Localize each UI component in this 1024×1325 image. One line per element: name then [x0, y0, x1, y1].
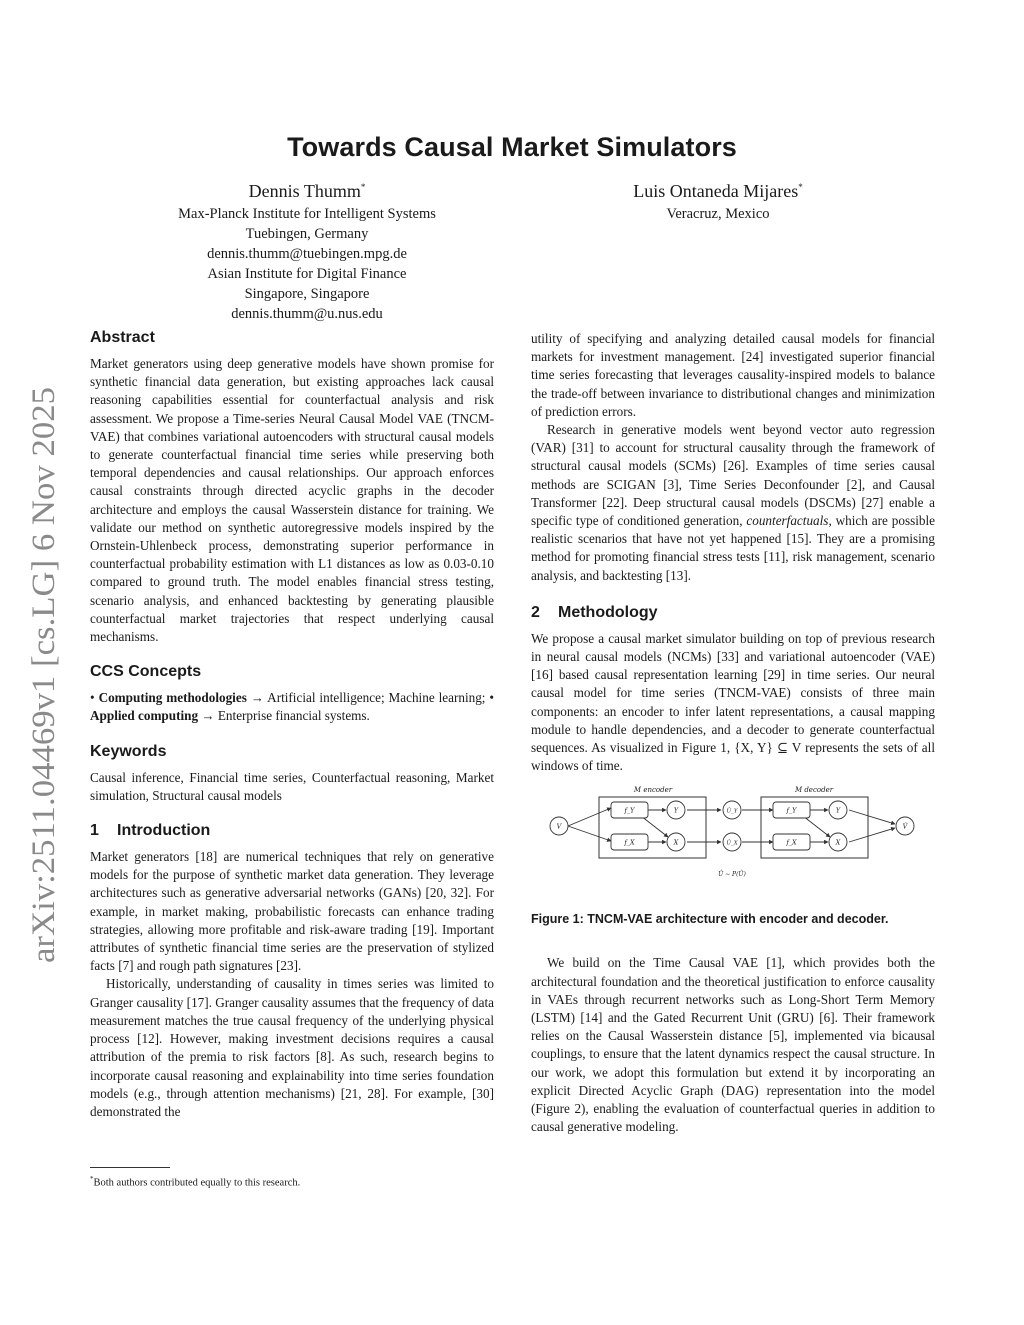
arxiv-stamp	[14, 385, 64, 965]
right-column	[531, 330, 935, 1137]
method-paragraph-1: We propose a causal market simulator building on top of previous research in neural causal models (NCMs) [33] and variational autoencoder (VAE) [16] based causal representation learning [29] in time series. Our neural causal model for time series (TNCM-VAE) consists of three main components: an encoder to infer latent representations, a causal mapping module to handle dependencies, and a decoder to generate counterfactual sequences. As visualized in Figure 1, {X, Y} ⊆ V represents the sets of all windows of time.	[531, 630, 935, 774]
arxiv-stamp-svg	[14, 385, 64, 965]
u-y-label: Û_Y	[726, 808, 738, 815]
keywords-text: Causal inference, Financial time series, Counterfactual reasoning, Market simulation, Structural causal models	[90, 769, 494, 803]
f-y-label: f_Y	[624, 806, 635, 815]
x-label: X	[673, 838, 679, 847]
paper-title: Towards Causal Market Simulators	[287, 132, 737, 162]
affiliation-line: Tuebingen, Germany	[245, 226, 369, 242]
affiliation-line: Singapore, Singapore	[244, 286, 370, 302]
figure-1	[531, 785, 935, 900]
intro-paragraph-3: utility of specifying and analyzing detailed causal models for financial markets for investment management. [24] investigated superior financial time series forecasting that leverages causality-inspired models to balance the trade-off between invariance to distributional changes and minimization of prediction errors.	[531, 331, 935, 419]
output-node-label: V̂	[902, 822, 908, 831]
input-node-label: V	[556, 822, 562, 831]
ccs-term: Computing methodologies	[98, 690, 247, 706]
ccs-heading: CCS Concepts	[90, 663, 202, 681]
u-x-label: Û_X	[726, 840, 738, 847]
affiliation-line: Veracruz, Mexico	[666, 206, 770, 222]
author-name: Dennis Thumm*	[248, 181, 366, 201]
x-label: X	[835, 838, 841, 847]
architecture-diagram	[531, 785, 935, 900]
author-email[interactable]: dennis.thumm@tuebingen.mpg.de	[207, 246, 407, 262]
f-y-label: f_Y	[786, 806, 797, 815]
intro-paragraph-1: Market generators [18] are numerical techniques that rely on generative models for the purpose of synthetic market data generation. They leverage architectures such as generative adversarial networks (GANs) [20, 32]. For example, in market making, probabilistic forecasts can enhance trading strategies, allowing more profitable and risk-aware trading [19]. Important attributes of synthetic financial time series are the preservation of stylized facts [7] and rough path signatures [23].	[90, 849, 494, 974]
prior-label: Û ∼ P(Û)	[718, 871, 746, 879]
abstract-text: Market generators using deep generative models have shown promise for synthetic financial data generation, but existing approaches lack causal reasoning capabilities essential for counterfactual analysis and risk assessment. We propose a Time-series Neural Causal Model VAE (TNCM-VAE) that combines variational autoencoders with structural causal models to generate counterfactual financial time series while preserving both temporal dependencies and causal relationships. Our approach enforces causal constraints through directed acyclic graphs in the decoder architecture and employs the causal Wasserstein distance for training. We validate our method on synthetic autoregressive models inspired by the Ornstein-Uhlenbeck process, demonstrating superior performance in counterfactual probability estimation with L1 distances as low as 0.03-0.10 compared to ground truth. The model enables financial stress testing, scenario analysis, and enhanced backtesting by generating plausible counterfactual market trajectories that respect underlying causal mechanisms.	[90, 356, 494, 645]
author-block-1	[150, 175, 464, 324]
author-name: Luis Ontaneda Mijares*	[633, 181, 803, 201]
author-block-2	[560, 175, 876, 224]
decoder-label: M decoder	[794, 786, 834, 795]
y-label: Y	[673, 806, 679, 815]
arxiv-stamp-text: arXiv:2511.04469v1 [cs.LG] 6 Nov 2025	[26, 416, 62, 963]
author-email[interactable]: dennis.thumm@u.nus.edu	[231, 306, 383, 322]
ccs-term: Applied computing	[90, 708, 199, 724]
method-paragraph-2: We build on the Time Causal VAE [1], which provides both the architectural foundation and the theoretical justification to enforce causality in VAEs through recurrent networks such as Long-Short Term Memory (LSTM) [14] and the Gated Recurrent Unit (GRU) [6]. Their framework relies on the Causal Wasserstein distance [5], implemented via bicausal couplings, to ensure that the latent dynamics respect the causal structure. In our work, we adopt this formulation but extend it by incorporating an explicit Directed Acyclic Graph (DAG) representation into the model (Figure 2), enabling the evaluation of counterfactual queries in addition to causal generative modeling.	[531, 955, 935, 1135]
y-label: Y	[835, 806, 841, 815]
encoder-label: M encoder	[633, 786, 673, 795]
keywords-heading: Keywords	[90, 742, 167, 760]
f-x-label: f_X	[786, 838, 797, 847]
figure-1-caption: Figure 1: TNCM-VAE architecture with encoder and decoder.	[531, 912, 889, 927]
intro-paragraph-4: Research in generative models went beyond vector auto regression (VAR) [31] to account for structural causality through the framework of structural causal models (SCMs) [26]. Examples of time series causal methods are SCIGAN [3], Time Series Deconfounder [2], and Causal Transformer [22]. Deep structural causal models (DSCMs) [27] enable a specific type of conditioned generation, counterfactuals, which are possible realistic scenarios that have not yet happened [15]. They are a promising method for promoting financial stress tests [11], risk management, scenario analysis, and backtesting [13].	[531, 422, 935, 583]
f-x-label: f_X	[624, 838, 635, 847]
methodology-heading: 2 Methodology	[531, 603, 658, 621]
left-column	[90, 328, 494, 1121]
affiliation-line: Asian Institute for Digital Finance	[207, 266, 407, 282]
footnote-rule	[90, 1167, 170, 1168]
abstract-heading: Abstract	[90, 329, 155, 346]
intro-paragraph-2: Historically, understanding of causality in times series was limited to Granger causality [17]. Granger causality assumes that the frequency of data measurement matches the true causal frequency of the underlying physical process [12]. However, making investment decisions requires a causal attribution of the premia to risk factors [8]. As such, research begins to incorporate causal reasoning and explainability into time series foundation models (e.g., through attention mechanisms) [21, 28]. For example, [30] demonstrated the	[90, 976, 494, 1119]
footnote: *Both authors contributed equally to this research.	[90, 1175, 301, 1189]
affiliation-line: Max-Planck Institute for Intelligent Systems	[178, 206, 436, 222]
ccs-concepts: • Computing methodologies → Artificial intelligence; Machine learning; • Applied computing → Enterprise financial systems.	[90, 690, 495, 724]
introduction-heading: 1 Introduction	[90, 822, 211, 840]
